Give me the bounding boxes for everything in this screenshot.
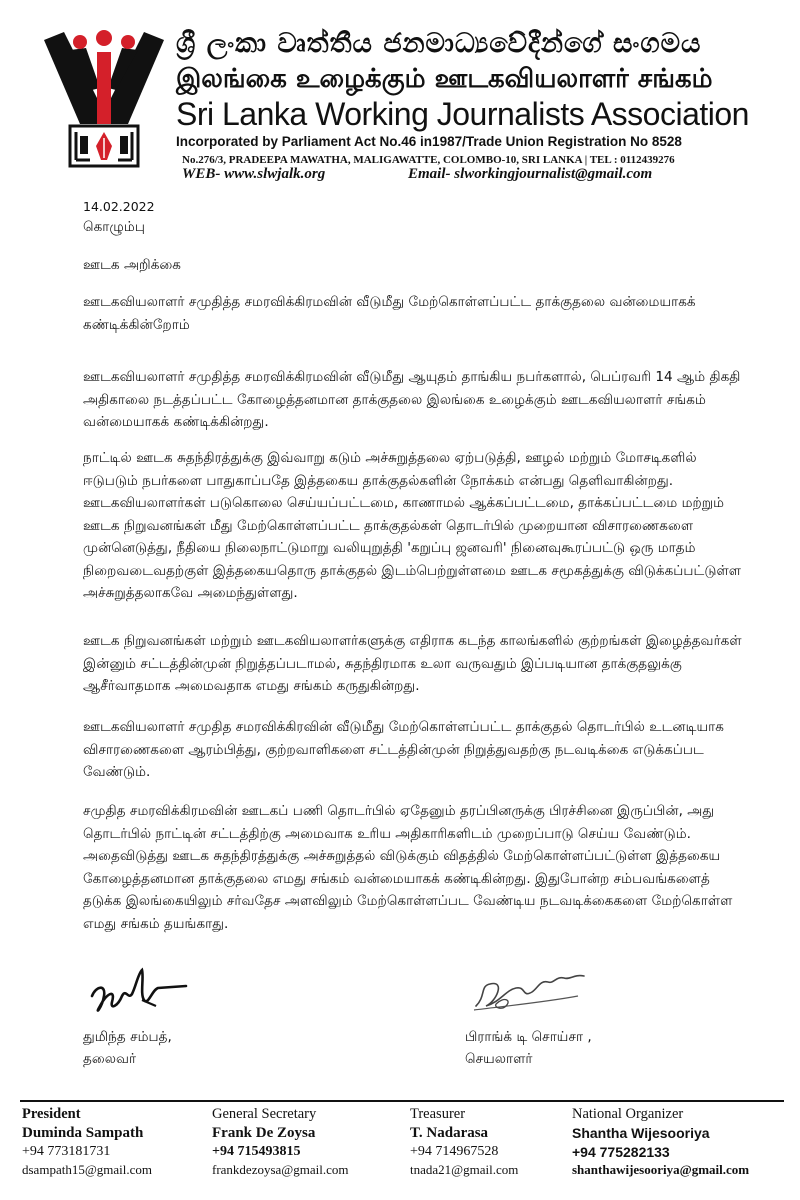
- footer-role: President: [22, 1106, 81, 1122]
- incorporation-line: Incorporated by Parliament Act No.46 in1987/Trade Union Registration No 8528: [176, 134, 682, 149]
- president-signature: [82, 966, 192, 1022]
- secretary-signature: [466, 966, 596, 1016]
- footer-role: Treasurer: [410, 1106, 466, 1122]
- footer-email: tnada21@gmail.com: [410, 1162, 519, 1177]
- footer-name: Duminda Sampath: [22, 1125, 144, 1141]
- footer-role: National Organizer: [572, 1106, 684, 1122]
- signatory-1-name: துமிந்த சம்பத்,: [83, 1029, 172, 1045]
- signatory-2-name: பிராங்க் டி சொய்சா ,: [465, 1029, 592, 1045]
- signatory-2-title: செயலாளர்: [465, 1051, 533, 1067]
- paragraph: ஊடக நிறுவனங்கள் மற்றும் ஊடகவியலாளர்களுக்கு எதிராக கடந்த காலங்களில் குற்றங்கள் இழைத்தவர்கள் இன்னும் சட்டத்தின்முன் நிறுத்தப்படாமல், சுதந்திரமாக உலா வருவதும் இப்படியான தாக்குதலுக்கு ஆசீர்வாதமாக அமைவதாக எமது சங்கம் கருதுகின்றது.: [83, 633, 742, 694]
- footer-phone: +94 714967528: [410, 1144, 499, 1159]
- letter-headline: ஊடகவியலாளர் சமுதித்த சமரவிக்கிரமவின் வீடுமீது மேற்கொள்ளப்பட்ட தாக்குதலை வன்மையாகக் கண்டிக்கின்றோம்: [83, 294, 696, 333]
- footer-phone: +94 715493815: [212, 1144, 301, 1159]
- footer-name: T. Nadarasa: [410, 1125, 489, 1141]
- footer-email: dsampath15@gmail.com: [22, 1162, 153, 1177]
- footer-treasurer: [410, 1106, 518, 1179]
- signatory-1-title: தலைவர்: [83, 1051, 137, 1067]
- email-line: Email- slworkingjournalist@gmail.com: [408, 166, 653, 182]
- media-release-label: ஊடக அறிக்கை: [83, 257, 182, 273]
- website-line: WEB- www.slwjalk.org: [182, 166, 326, 182]
- footer-general-secretary: [212, 1106, 349, 1179]
- footer-phone: +94 773181731: [22, 1144, 111, 1159]
- association-logo: [40, 28, 168, 168]
- paragraph: ஊடகவியலாளர் சமுதித்த சமரவிக்கிரமவின் வீடுமீது ஆயுதம் தாங்கிய நபர்களால், பெப்ரவரி 14 ஆம் திகதி அதிகாலை நடத்தப்பட்ட கோழைத்தனமான தாக்குதலை இலங்கை உழைக்கும் ஊடகவியலாளர் சங்கம் வன்மையாகக் கண்டிக்கின்றது.: [83, 369, 741, 430]
- paragraph: சமுதித சமரவிக்கிரமவின் ஊடகப் பணி தொடர்பில் ஏதேனும் தரப்பினருக்கு பிரச்சினை இருப்பின், அது தொடர்பில் நாட்டின் சட்டத்திற்கு அமைவாக உரிய அதிகாரிகளிடம் முறைப்பாடு செய்ய வேண்டும். அதைவிடுத்து ஊடக சுதந்திரத்துக்கு அச்சுறுத்தல் விடுக்கும் விதத்தில் மேற்கொள்ளப்பட்டுள்ள இத்தகைய கோழைத்தனமான தாக்குதலை எமது சங்கம் வன்மையாகக் கண்டிகின்றது. இதுபோன்ற சம்பவங்களைத் தடுக்க இலங்கையிலும் சர்வதேச அளவிலும் மேற்கொள்ளப்பட வேண்டிய நடவடிக்கைகளை மேற்கொள்ள எமது சங்கம் தயங்காது.: [83, 803, 733, 932]
- letter-city: கொழும்பு: [83, 219, 145, 235]
- footer-national-organizer: [572, 1106, 749, 1179]
- paragraph: நாட்டில் ஊடக சுதந்திரத்துக்கு இவ்வாறு கடும் அச்சுறுத்தலை ஏற்படுத்தி, ஊழல் மற்றும் மோசடிகளில் ஈடுபடும் நபர்களை பாதுகாப்பதே இத்தகைய தாக்குதல்களின் நோக்கம் என்பது தெளிவாகின்றது. ஊடகவியலாளர்கள் படுகொலை செய்யப்பட்டமை, காணாமல் ஆக்கப்பட்டமை, தாக்கப்பட்டமை மற்றும் ஊடக நிறுவனங்கள் மீது மேற்கொள்ளப்பட்ட தாக்குதல்கள் தொடர்பில் முறையான விசாரணைகளை முன்னெடுத்து, நீதியை நிலைநாட்டுமாறு வலியுறுத்தி 'கறுப்பு ஜனவரி' நினைவுகூரப்பட்டு ஒரு மாதம் நிறைவடைவதற்குள் இத்தகையதொரு தாக்குதல் இடம்பெற்றுள்ளமை ஊடக சமூகத்துக்கு விடுக்கப்பட்டுள்ள அச்சுறுத்தலாகவே அமைந்துள்ளது.: [83, 450, 742, 601]
- org-name-sinhala: ශ්‍රී ලංකා වෘත්තීය ජනමාධ්‍යවේදීන්ගේ සංගමය: [176, 28, 702, 59]
- footer-email: frankdezoysa@gmail.com: [212, 1162, 349, 1177]
- footer-name: Shantha Wijesooriya: [572, 1125, 710, 1141]
- footer-role: General Secretary: [212, 1106, 317, 1122]
- paragraph: ஊடகவியலாளர் சமுதித சமரவிக்கிரவின் வீடுமீது மேற்கொள்ளப்பட்ட தாக்குதல் தொடர்பில் உடனடியாக விசாரணைகளை ஆரம்பித்து, குற்றவாளிகளை சட்டத்தின்முன் நிறுத்துவதற்கு நடவடிக்கை எடுக்கப்பட வேண்டும்.: [83, 719, 724, 780]
- footer-phone: +94 775282133: [572, 1144, 670, 1160]
- footer-divider: [20, 1100, 784, 1102]
- footer-name: Frank De Zoysa: [212, 1125, 316, 1141]
- address-line: No.276/3, PRADEEPA MAWATHA, MALIGAWATTE, COLOMBO-10, SRI LANKA | TEL : 0112439276: [182, 154, 675, 166]
- org-name-tamil: இலங்கை உழைக்கும் ஊடகவியலாளர் சங்கம்: [176, 64, 713, 94]
- org-name-english: Sri Lanka Working Journalists Association: [176, 96, 749, 132]
- footer-president: [22, 1106, 152, 1179]
- letter-date: 14.02.2022: [83, 199, 155, 214]
- footer-email: shanthawijesooriya@gmail.com: [572, 1162, 750, 1177]
